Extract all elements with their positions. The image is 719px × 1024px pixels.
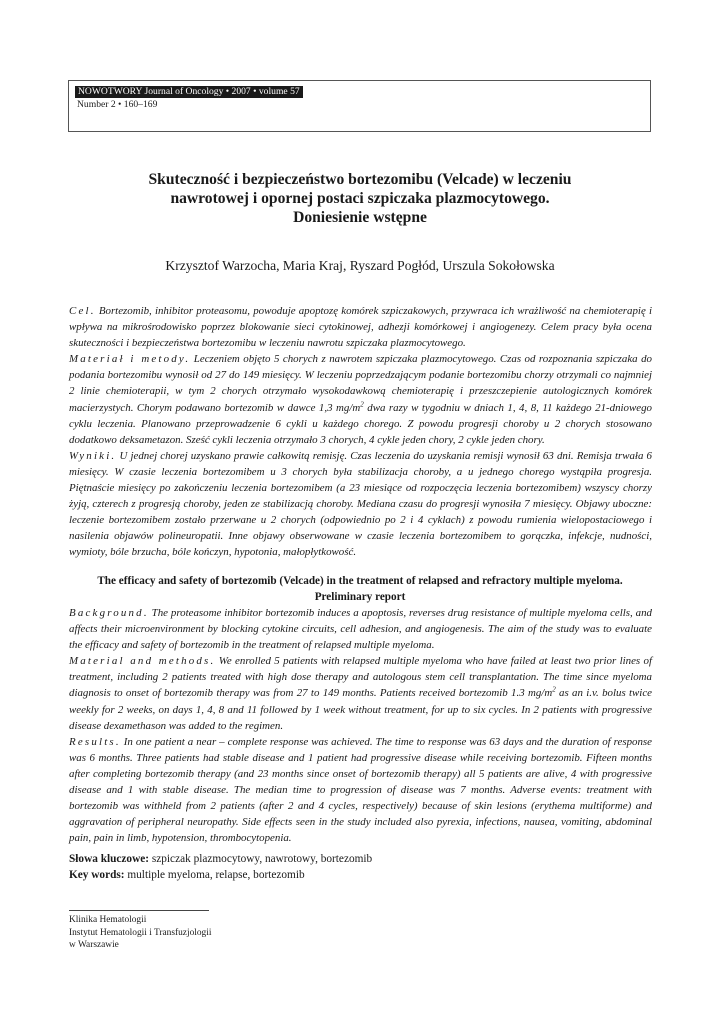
section-text: We enrolled 5 patients with relapsed multiple myeloma who have failed at least two prior lines of treatment, including 2 patients treated with high dose therapy and autologous stem cell transplantation. The time since myeloma diagnosis to onset of bortezomib therapy was from 27 to 149 months. Patients received bortezomib 1.3 mg/m [69, 655, 652, 700]
affiliation [69, 914, 211, 952]
title-line: Doniesienie wstępne [293, 209, 427, 226]
journal-title-bar: NOWOTWORY Journal of Oncology • 2007 • volume 57 [75, 86, 303, 98]
abstract-en-results [69, 734, 652, 847]
abstract-pl-methods [69, 351, 652, 448]
section-text: In one patient a near – complete response was achieved. The time to response was 63 days and the duration of response was 6 months. Three patients had stable disease and 1 patient had progressive disease while receiving bortezomib. Fifteen months after completing bortezomib therapy (and 23 months since onset of bortezomib therapy) all 5 patients are alive, 4 with progressive disease and 1 with stable disease. The median time to progression of disease was 7 months. Adverse events: treatment with bortezomib was withheld from 2 patients (after 2 and 4 cycles, respectively) because of skin lesions (erythema multiforme) and aggravation of peripheral neuropathy. Side effects seen in the study included also pyrexia, infections, nausea, vomiting, abdominal pain, pain in limb, hypotension, thrombocytopenia. [69, 735, 652, 845]
abstract-pl-results [69, 448, 652, 561]
section-text: U jednej chorej uzyskano prawie całkowitą remisję. Czas leczenia do uzyskania remisji wynosił 63 dni. Remisja trwała 6 miesięcy. W czasie leczenia bortezomibem u 3 chorych była stabilizacja choroby, a u jednego chorego wystąpiła progresja. Piętnaście miesięcy po zakończeniu leczenia bortezomibem (a 23 miesiące od rozpoczęcia leczenia bortezomibem) wszyscy chorzy żyją, czterech z progresją choroby, jeden ze stabilizacją choroby. Mediana czasu do progresji wynosiła 7 miesięcy. Objawy uboczne: leczenie bortezomibem zostało przerwane u 2 chorych (odpowiednio po 2 i 4 cyklach) z powodu rumienia wielopostaciowego i nasilenia objawów polineuropatii. Inne objawy obserwowane w czasie leczenia bortezomibem to gorączka, infekcje, nudności, wymioty, bóle brzucha, bóle kończyn, hypotonia, małopłytkowość. [69, 449, 652, 559]
article-title [60, 170, 660, 227]
section-text: as an i.v. bolus twice weekly for 2 weeks, on days 1, 4, 8 and 11 followed by 1 week without treatment, for up to six cycles. In 2 patients with progressive disease dexamethason was added to the regimen. [69, 687, 652, 732]
author-list: Krzysztof Warzocha, Maria Kraj, Ryszard Pogłód, Urszula Sokołowska [165, 258, 555, 273]
keywords-english [69, 868, 372, 884]
affiliation-line: Instytut Hematologii i Transfuzjologii [69, 927, 212, 938]
section-head: Material and methods. [69, 655, 216, 668]
abstract-pl-aim [69, 303, 652, 351]
english-title-line: The efficacy and safety of bortezomib (Velcade) in the treatment of relapsed and refractory multiple myeloma. [97, 575, 623, 587]
superscript: 2 [552, 685, 556, 694]
section-head: Background. [69, 607, 149, 619]
section-text: Bortezomib, inhibitor proteasomu, powoduje apoptozę komórek szpiczakowych, przywraca ich wrażliwość na chemioterapię i wpływa na mikrośrodowisko poprzez blokowanie sieci cytokinowej, adhezji komórkowej i angiogenezy. Celem pracy była ocena skuteczności i bezpieczeństwa bortezomibu w leczeniu nawrotu szpiczaka plazmocytowego. [69, 305, 652, 350]
section-head: Wyniki. [69, 449, 117, 462]
section-text: dwa razy w tygodniu w dniach 1, 4, 8, 11 każdego 21-dniowego cyklu leczenia. Planowano przeprowadzenie 6 cykli u każdego chorego. Z powodu progresji choroby u 2 chorych stosowano dodatkowo deksametazon. Sześć cykli leczenia otrzymało 3 chorych, 4 cykle jeden chory, 2 cykle jeden chory. [69, 401, 652, 446]
keywords-polish [69, 852, 372, 868]
abstract-en-methods [69, 653, 652, 733]
keywords-text: szpiczak plazmocytowy, nawrotowy, bortezomib [149, 853, 373, 865]
keywords-text: multiple myeloma, relapse, bortezomib [124, 868, 305, 881]
abstract-english [69, 605, 652, 846]
english-title [60, 573, 660, 605]
section-head: Results. [69, 735, 121, 748]
keywords-block [69, 852, 372, 883]
section-head: Cel. [69, 305, 96, 317]
affiliation-line: Klinika Hematologii [69, 915, 147, 925]
abstract-en-background [69, 605, 652, 653]
affiliation-line: w Warszawie [69, 940, 119, 950]
title-line: nawrotowej i opornej postaci szpiczaka plazmocytowego. [170, 190, 550, 207]
superscript: 2 [360, 399, 364, 408]
section-text: The proteasome inhibitor bortezomib induces a apoptosis, reverses drug resistance of multiple myeloma cells, and affects their microenvironment by blocking cytokine circuits, cell adhesion, and angiogenesis. The aim of the study was to evaluate the efficacy and safety of bortezomib in the treatment of relapsed multiple myeloma. [69, 607, 652, 652]
section-text: Leczeniem objęto 5 chorych z nawrotem szpiczaka plazmocytowego. Czas od rozpoznania szpiczaka do podania bortezomibu wynosił od 27 do 149 miesięcy. W leczeniu poprzedzającym podanie bortezomibu chorzy otrzymali co najmniej 2 linie chemioterapii, w tym 2 chorych otrzymało wysokodawkową chemioterapię i przeszczepienie autologicznych komórek macierzystych. Chorym podawano bortezomib w dawce 1,3 mg/m [69, 353, 652, 414]
journal-issue: Number 2 • 160–169 [77, 99, 158, 110]
footnote-divider [69, 910, 209, 911]
title-line: Skuteczność i bezpieczeństwo bortezomibu (Velcade) w leczeniu [148, 171, 572, 188]
keywords-label: Key words: [69, 868, 125, 881]
english-title-line: Preliminary report [314, 591, 406, 603]
keywords-label: Słowa kluczowe: [69, 853, 150, 865]
journal-header-box [68, 80, 651, 132]
abstract-polish [69, 303, 652, 561]
section-head: Materiał i metody. [69, 353, 191, 366]
